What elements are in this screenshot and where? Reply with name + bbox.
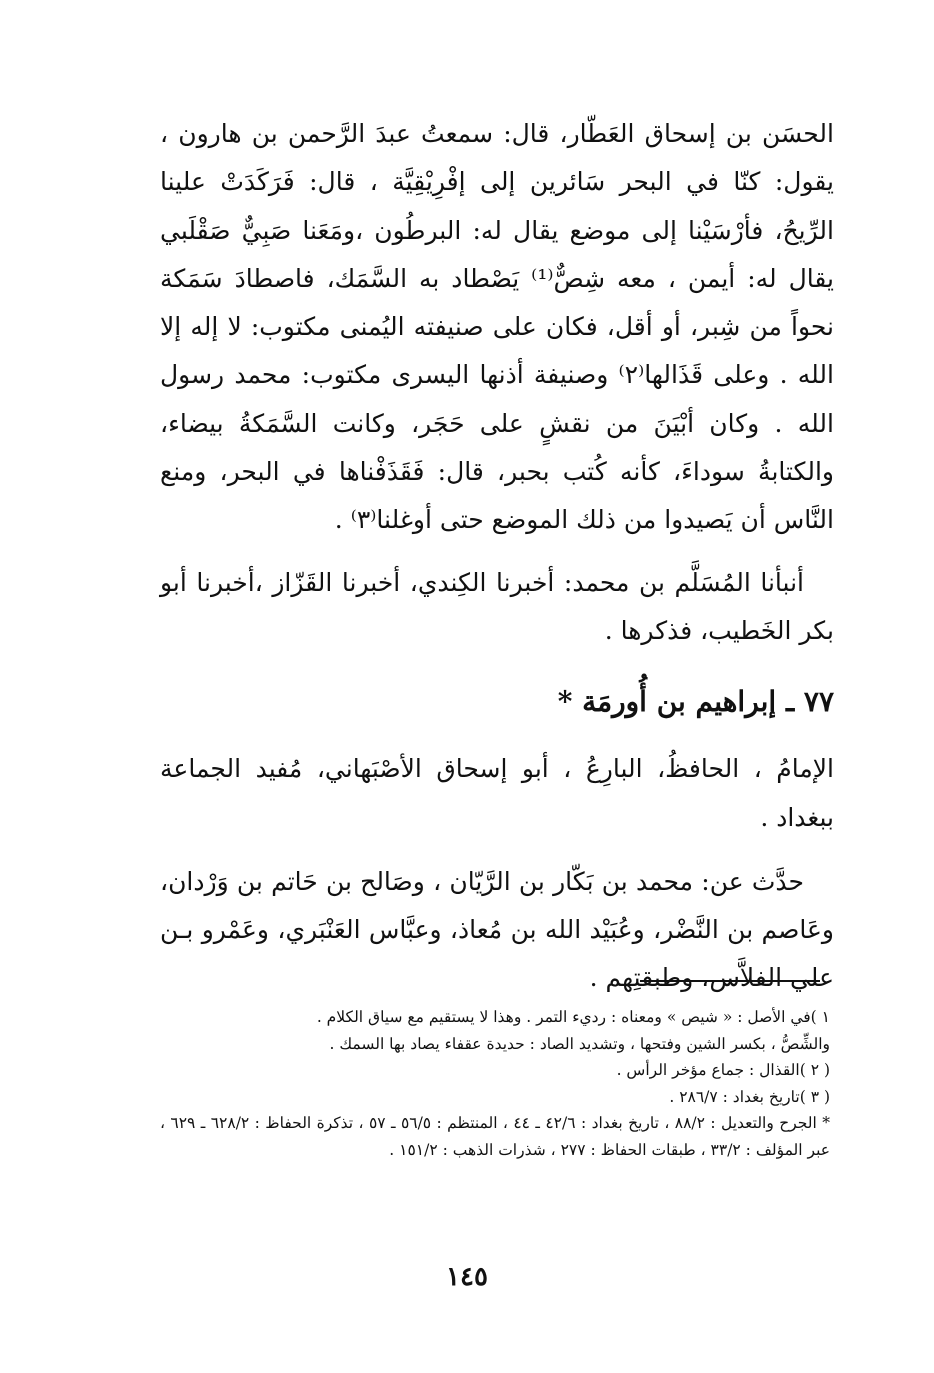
footnote-3: ( ٣ )تاريخ بغداد : ٢٨٦/٧ . [669,1087,830,1106]
main-text [160,110,834,1003]
footnote-1-line-2: والشِّصُّ ، بكسر الشين وفتحها ، وتشديد الصاد : حديدة عقفاء يصاد بها السمك . [329,1034,830,1053]
footnote-1-line-1: ١ )في الأصل : « شيص » ومعناه : رديء التمر . وهذا لا يستقيم مع سياق الكلام . [316,1008,830,1026]
page-number: ١٤٥ [446,1262,488,1292]
paragraph-isnad: أنبأنا المُسَلَّم بن محمد: أخبرنا الكِندي، أخبرنا القَزّاز ،أخبرنا أبو بكر الخَطيب، فذكرها . [160,567,834,645]
footnote-sources: * الجرح والتعديل : ٨٨/٢ ، تاريخ بغداد : ٤٢/٦ ـ ٤٤ ، المنتظم : ٥٦/٥ ـ ٥٧ ، تذكرة الحفاظ : ٦٢٨/٢ ـ ٦٢٩ ، عبر المؤلف : ٣٣/٢ ، طبقات الحفاظ : ٢٧٧ ، شذرات الذهب : ١٥١/٢ . [160,1114,830,1159]
footnotes [160,1004,830,1163]
paragraph-teachers: حدَّث عن: محمد بن بَكّار بن الرَّيّان ، وصَالح بن حَاتم بن وَرْدان، وعَاصم بن النَّضْر، وعُبَيْد الله بن مُعاذ، وعبَّاس العَنْبَري، وعَمْرو بـن علي الفلاَّس، وطبقتِهم . [160,866,834,993]
paragraph-narration: الحسَن بن إسحاق العَطّار، قال: سمعتُ عبدَ الرَّحمن بن هارون ، يقول: كنّا في البحر سَائرين إلى إفْرِيْقِيَّة ، قال: فَرَكَدَتْ علينا الرِّيحُ، فأرْسَيْنا إلى موضع يقال له: البرطُون ،ومَعَنا صَبِيٌّ صَقْلَبي يقال له: أيمن ، معه شِصٌّ⁽¹⁾ يَصْطاد به السَّمَك، فاصطادَ سَمَكة نحواً من شِبر، أو أقل، فكان على صنيفته اليُمنى مكتوب: لا إله إلا الله . وعلى قَذَالها⁽٢⁾ وصنيفة أذنها اليسرى مكتوب: محمد رسول الله . وكان أبْيَنَ من نقشٍ على حَجَر، وكانت السَّمَكةُ بيضاء، والكتابةُ سوداءَ، كأنه كُتب بحبر، قال: فَقَذَفْناها في البحر، ومنع النَّاس أن يَصيدوا من ذلك الموضع حتى أوغلنا⁽٣⁾ . [160,119,834,535]
footnote-2: ( ٢ )القذال : جماع مؤخر الرأس . [616,1061,830,1079]
biography-heading: ٧٧ ـ إبراهيم بن أُورمَة * [557,685,834,719]
footnote-divider [640,980,820,982]
paragraph-titles: الإمامُ ، الحافظُ، البارِعُ ، أبو إسحاق الأصْبَهاني، مُفيد الجماعة ببغداد . [160,754,834,832]
